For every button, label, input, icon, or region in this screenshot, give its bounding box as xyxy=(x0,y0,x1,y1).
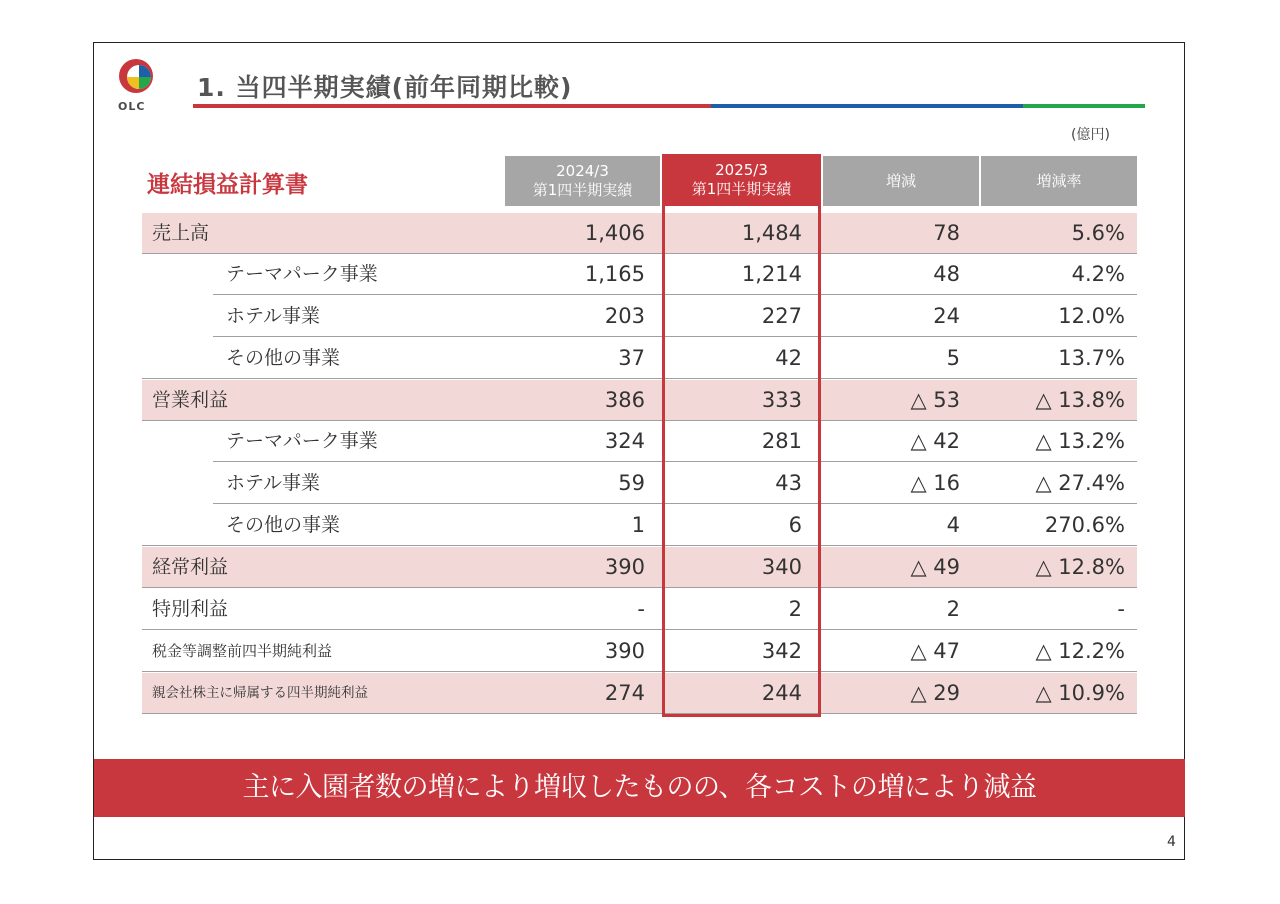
table-row: 経常利益 390 340 △ 49 △ 12.8% xyxy=(142,547,1137,588)
page-title: 1. 当四半期実績(前年同期比較) xyxy=(197,73,573,102)
column-header-prev-year: 2024/3 xyxy=(556,162,609,180)
table-row: 営業利益 386 333 △ 53 △ 13.8% xyxy=(142,380,1137,421)
table-row: その他の事業 1 6 4 270.6% xyxy=(142,505,1137,546)
table-row: その他の事業 37 42 5 13.7% xyxy=(142,338,1137,379)
logo-text: OLC xyxy=(118,100,146,113)
table-row: ホテル事業 59 43 △ 16 △ 27.4% xyxy=(142,463,1137,504)
column-header-curr-year: 2025/3 xyxy=(715,161,768,179)
title-underline-red xyxy=(193,104,711,108)
column-header-change-rate: 増減率 xyxy=(981,156,1137,206)
table-row: 税金等調整前四半期純利益 390 342 △ 47 △ 12.2% xyxy=(142,631,1137,672)
table-row: テーマパーク事業 324 281 △ 42 △ 13.2% xyxy=(142,421,1137,462)
title-underline-green xyxy=(1023,104,1145,108)
table-row: テーマパーク事業 1,165 1,214 48 4.2% xyxy=(142,254,1137,295)
column-header-prev-period: 第1四半期実績 xyxy=(532,181,633,199)
column-header-prev xyxy=(505,156,660,206)
section-title: 連結損益計算書 xyxy=(147,172,308,198)
table-row: 特別利益 - 2 2 - xyxy=(142,589,1137,630)
page-number: 4 xyxy=(1167,834,1176,850)
title-underline-blue xyxy=(711,104,1023,108)
column-header-change: 増減 xyxy=(823,156,979,206)
unit-label: (億円) xyxy=(1071,127,1110,143)
column-header-curr-period: 第1四半期実績 xyxy=(691,180,792,198)
table-row: ホテル事業 203 227 24 12.0% xyxy=(142,296,1137,337)
table-row: 売上高 1,406 1,484 78 5.6% xyxy=(142,213,1137,254)
table-row: 親会社株主に帰属する四半期純利益 274 244 △ 29 △ 10.9% xyxy=(142,673,1137,714)
summary-banner: 主に入園者数の増により増収したものの、各コストの増により減益 xyxy=(94,759,1185,817)
column-header-curr xyxy=(662,154,821,206)
